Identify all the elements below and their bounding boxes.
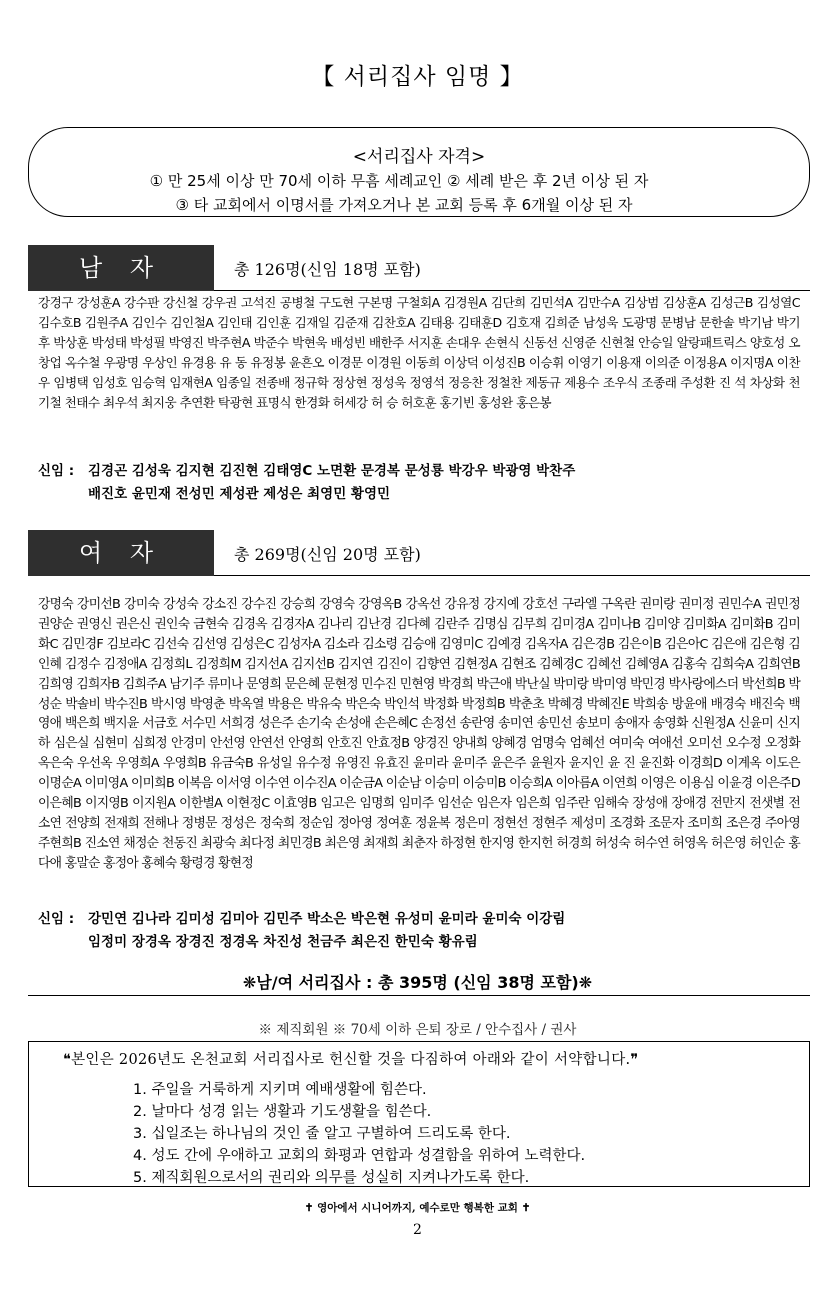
pledge-list — [133, 1079, 585, 1189]
qualification-line-2: ③ 타 교회에서 이명서를 가져오거나 본 교회 등록 후 6개월 이상 된 자 — [175, 196, 633, 214]
qualification-title: <서리집사 자격> — [352, 147, 486, 167]
pledge-box — [28, 1041, 810, 1187]
male-label: 남 자 — [28, 245, 214, 291]
female-label: 여 자 — [28, 530, 214, 576]
church-motto: ✝ 영아에서 시니어까지, 예수로만 행복한 교회 ✝ — [304, 1202, 531, 1214]
pledge-item: 5. 제직회원으로서의 권리와 의무를 성실히 지켜나가도록 한다. — [133, 1170, 530, 1186]
qualification-line-1: ① 만 25세 이상 만 70세 이하 무흠 세례교인 ② 세례 받은 후 2년 이상 된 자 — [149, 172, 649, 190]
pledge-item: 3. 십일조는 하나님의 것인 줄 알고 구별하여 드리도록 한다. — [133, 1126, 511, 1142]
total-summary: ❋남/여 서리집사 : 총 395명 (신임 38명 포함)❋ — [242, 973, 593, 992]
page-title: 【 서리집사 임명 】 — [311, 64, 524, 90]
male-new-label: 신임 : — [38, 463, 75, 479]
female-total: 총 269명(신임 20명 포함) — [234, 545, 421, 564]
female-names-list: 강명숙 강미선B 강미숙 강성숙 강소진 강수진 강승희 강영숙 강영옥B 강옥선 강유정 강지예 강호선 구라엘 구옥란 권미랑 권미정 권민수A 권민정 권양순 권영신 권은신 권인숙 금현숙 김경옥 김경자A 김나리 김난경 김다혜 김란주 김명심 김무희 김미경A 김미나B 김미양 김미화A 김미화B 김미화C 김민경F 김보라C 김선숙 김선영 김성은C 김성자A 김소라 김소령 김승애 김영미C 김예경 김옥자A 김은경B 김은이B 김은아C 김은애 김은형 김인혜 김정수 김정애A 김정희L 김정희M 김지선A 김지선B 김지연 김진이 김향연 김현정A 김현조 김혜경C 김혜선 김혜영A 김홍숙 김희숙A 김희연B 김희영 김희자B 김희주A 남기주 류미나 문영희 문은혜 문현정 민수진 민현영 박경희 박근애 박난실 박미랑 박미영 박민경 박사랑에스더 박선희B 박성순 박솔비 박수진B 박시영 박영춘 박옥열 박용은 박유숙 박은숙 박인석 박정화 박정희B 박춘초 박혜경 박혜진E 박희송 방윤애 배경숙 배진숙 백영애 백은희 백지윤 서금호 서수민 서희경 성은주 손기숙 손성애 손은혜C 손정선 송란영 송미연 송민선 송보미 송애자 송영화 신원정A 신윤미 신지하 심은실 심현미 심희정 안경미 안선영 안연선 안영희 안호진 안효정B 양경진 양내희 양혜경 엄명숙 엄혜선 여미숙 여애선 오미선 오수정 오정화 옥은숙 우선옥 우영희A 우영희B 유금숙B 유성일 유수정 유영진 유효진 윤미라 윤미주 윤은주 윤원자 윤지인 윤 진 윤진화 이경희D 이계옥 이도은 이명순A 이미영A 이미희B 이복음 이서영 이수연 이수진A 이순금A 이순남 이승미 이승미B 이승희A 이아름A 이연희 이영은 이용심 이윤경 이은주D 이은혜B 이지영B 이지원A 이한별A 이현정C 이효영B 임고은 임명희 임미주 임선순 임은자 임은희 임주란 임해숙 장성애 장애경 전만지 전샛별 전소연 전양희 전재희 전해나 정병문 정성은 정숙희 정순임 정아영 정여훈 정윤복 정은미 정현선 정현주 제성미 조경화 조문자 조미희 조은경 주아영 주현희B 진소연 채정순 천동진 최광숙 최다정 최민경B 최은영 최재희 최춘자 하정현 한지영 한지헌 허경희 허성숙 허수연 허영옥 허은영 허인순 홍다애 홍말순 홍정아 홍혜숙 황령경 황현정 — [38, 597, 800, 871]
male-names-list: 강경구 강성훈A 강수판 강신철 강우권 고석진 공병철 구도현 구본명 구철회A 김경원A 김단희 김민석A 김만수A 김상범 김상훈A 김성근B 김성열C 김수호B 김원주A 김인수 김인철A 김인태 김인훈 김재일 김준재 김찬호A 김태용 김태훈D 김호재 김희준 남성욱 도광명 문병남 문한솔 박기남 박기후 박상훈 박성태 박성필 박영진 박주현A 박준수 박현욱 배성빈 배한주 서지훈 손대우 손현식 신동선 신영준 신현철 안승일 알랑패트릭스 양호성 오창업 옥수철 우광명 우상인 유경용 유 동 유정봉 윤흔오 이경문 이경원 이동희 이상덕 이성진B 이승휘 이영기 이용재 이의준 이정용A 이지명A 이찬우 임병택 임성호 임승혁 임재현A 임종일 전종배 정규학 정상현 정성욱 정영석 정응찬 정철찬 제동규 제용수 조우식 조종래 주성환 진 석 차상화 천기철 천태수 최우석 최지웅 추연환 탁광현 표명식 한경화 허세강 허 승 허호훈 홍기빈 홍성완 홍은봉 — [38, 295, 800, 410]
page-number: 2 — [413, 1222, 422, 1238]
pledge-item: 1. 주일을 거룩하게 지키며 예배생활에 힘쓴다. — [133, 1082, 427, 1098]
female-section-header — [28, 530, 810, 576]
female-new-line-2: 임정미 장경옥 장경진 정경옥 차진성 천금주 최은진 한민숙 황유림 — [88, 934, 478, 950]
male-section-header — [28, 245, 810, 291]
male-new-appointees — [38, 460, 808, 506]
committee-note: ※ 제직회원 ※ 70세 이하 은퇴 장로 / 안수집사 / 권사 — [258, 1022, 577, 1038]
female-header-rule — [214, 575, 810, 576]
male-total: 총 126명(신임 18명 포함) — [234, 260, 421, 279]
qualification-box — [28, 127, 810, 217]
pledge-item: 4. 성도 간에 우애하고 교회의 화평과 연합과 성결함을 위하여 노력한다. — [133, 1148, 586, 1164]
summary-divider — [28, 995, 810, 996]
male-header-rule — [214, 290, 810, 291]
female-new-label: 신임 : — [38, 911, 75, 927]
pledge-heading: ❝본인은 2026년도 온천교회 서리집사로 헌신할 것을 다짐하여 아래와 같이 서약합니다.❞ — [63, 1052, 639, 1068]
male-new-line-2: 배진호 윤민재 전성민 제성관 제성은 최영민 황영민 — [88, 486, 391, 502]
male-new-line-1: 김경곤 김성욱 김지현 김진현 김태영C 노면환 문경복 문성룡 박강우 박광영 박찬주 — [88, 463, 576, 479]
female-new-appointees — [38, 908, 808, 954]
female-new-line-1: 강민연 김나라 김미성 김미아 김민주 박소은 박은현 유성미 윤미라 윤미숙 이강림 — [88, 911, 566, 927]
pledge-item: 2. 날마다 성경 읽는 생활과 기도생활을 힘쓴다. — [133, 1104, 432, 1120]
